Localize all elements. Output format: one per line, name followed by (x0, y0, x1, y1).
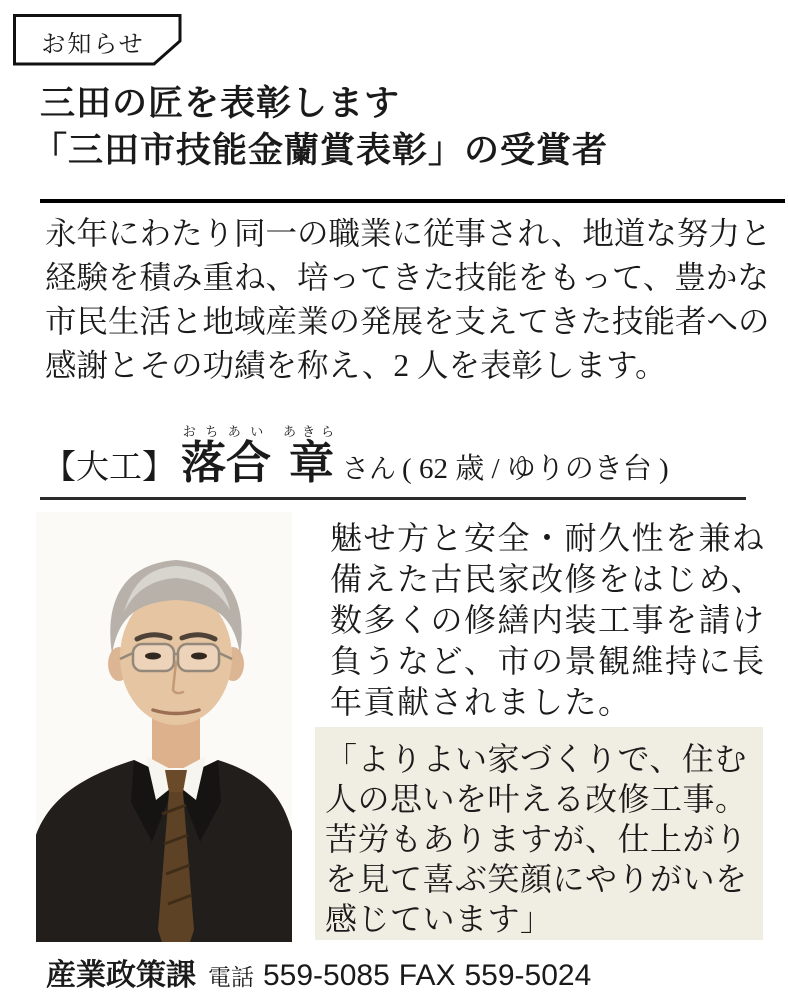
awardee-quote-box: 「よりよい家づくりで、住む人の思いを叶える改修工事。苦労もありますが、仕上がりを見て喜ぶ笑顔にやりがいを感じています」 (315, 727, 763, 940)
awardee-honorific: さん (342, 454, 397, 484)
notice-badge (13, 14, 183, 66)
awardee-age-district: ( 62 歳 / ゆりのき台 ) (402, 453, 669, 485)
portrait-photo-graphic (36, 512, 292, 942)
awardee-family-name (181, 424, 271, 491)
page-title-line1: 三田の匠を表彰します (40, 84, 401, 123)
contact-info (46, 950, 591, 994)
notice-badge-label: お知らせ (41, 31, 145, 58)
awardee-family-name-furigana: おちあい (181, 424, 272, 439)
awardee-portrait-photo (36, 512, 292, 942)
phone-label: 電話 (208, 964, 254, 990)
awardee-description: 魅せ方と安全・耐久性を兼ね備えた古民家改修をはじめ、数多くの修繕内装工事を請け負うなど、市の景観維持に長年貢献されました。 (330, 520, 766, 720)
awardee-given-name-furigana: あきら (283, 424, 341, 439)
fax-number: 559-5024 (464, 959, 592, 992)
page-title-line2: 「三田市技能金蘭賞表彰」の受賞者 (32, 131, 609, 170)
page-title (32, 80, 609, 174)
awardee-given-name (283, 424, 340, 491)
department-name: 産業政策課 (46, 959, 196, 992)
heading-underline (40, 497, 746, 500)
awardee-given-name-text: 章 (283, 438, 341, 488)
intro-paragraph: 永年にわたり同一の職業に従事され、地道な努力と経験を積み重ね、培ってきた技能をもって、豊かな市民生活と地域産業の発展を支えてきた技能者への感謝とその功績を称え、2 人を表彰します。 (45, 216, 772, 383)
awardee-heading (43, 424, 669, 491)
awardee-category: 【大工】 (43, 450, 175, 486)
awardee-family-name-text: 落合 (181, 438, 272, 488)
fax-label: FAX (398, 959, 456, 992)
top-divider (40, 199, 785, 203)
phone-number: 559-5085 (263, 959, 390, 992)
